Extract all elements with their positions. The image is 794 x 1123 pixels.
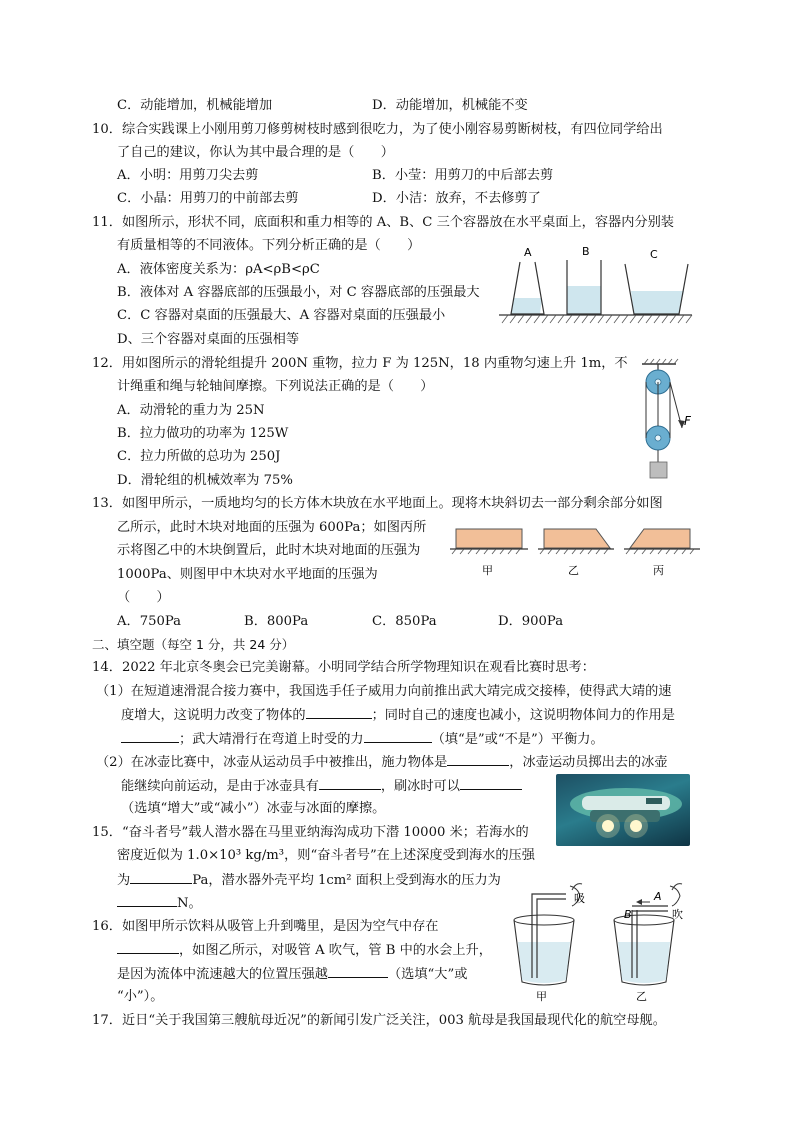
q16-stem-line1: 16．如图甲所示饮料从吸管上升到嘴里，是因为空气中存在 [92,919,439,934]
q14-part1-line2: 度增大，这说明力改变了物体的 ；同时自己的速度也减小，这说明物体间力的作用是 [121,708,675,723]
q13-stem-line3: 示将图乙中的木块倒置后，此时木块对地面的压强为 [117,543,421,558]
q15-blank-2[interactable] [117,894,177,907]
q13-option-c: C．850Pa [372,614,437,629]
q16-stem-line3: 是因为流体中流速越大的位置压强越 （选填“大”或 [117,967,468,982]
q13-block-bing [630,529,690,548]
q9-option-d: D．动能增加，机械能不变 [372,98,528,113]
q16-blank-1[interactable] [117,941,179,954]
q12-option-a: A．动滑轮的重力为 25N [117,403,265,418]
q11-table-hatch [502,315,692,323]
q16-stem-line2: ，如图乙所示，对吸管 A 吹气，管 B 中的水会上升， [117,941,492,960]
q14-blank-6[interactable] [460,777,522,790]
q16-straw-figure [508,880,698,1004]
q14-stem: 14．2022 年北京冬奥会已完美谢幕。小明同学结合所学物理知识在观看比赛时思考： [92,660,595,675]
q10-stem-line2: 了自己的建议，你认为其中最合理的是（ ） [117,145,394,160]
q11-liquid-c [631,291,684,314]
q16-label-jia: 甲 [536,990,547,1003]
q11-label-a: A [524,246,532,259]
q12-pulley-figure [636,358,700,484]
q9-option-c: C．动能增加，机械能增加 [117,98,273,113]
q15-stem-line3: 为 Pa，潜水器外壳平均 1cm² 面积上受到海水的压力为 [117,873,501,888]
q14-blank-3[interactable] [364,730,432,743]
q13-option-d: D．900Pa [498,614,564,629]
q16-label-b: B [624,908,632,921]
q10-option-d: D．小洁：放弃，不去修剪了 [372,191,541,206]
q15-stem-line1: 15．“奋斗者号”载人潜水器在马里亚纳海沟成功下潜 10000 米；若海水的 [92,825,529,840]
q15-submersible-photo [556,774,690,846]
q10-option-a: A．小明：用剪刀尖去剪 [117,168,259,183]
q16-label-blow: 吹 [672,908,683,921]
q11-option-b: B．液体对 A 容器底部的压强最小，对 C 容器底部的压强最大 [117,285,480,300]
q11-option-c: C．C 容器对桌面的压强最大、A 容器对桌面的压强最小 [117,308,446,323]
q13-label-bing: 丙 [653,564,664,577]
q12-stem-line2: 计绳重和绳与轮轴间摩擦。下列说法正确的是（ ） [117,379,434,394]
q14-blank-2[interactable] [121,730,179,743]
q14-blank-1[interactable] [306,706,372,719]
q13-stem-line5: （ ） [117,590,170,605]
q13-option-b: B．800Pa [244,614,309,629]
q15-blank-1[interactable] [130,871,192,884]
q13-label-jia: 甲 [482,564,493,577]
q14-blank-5[interactable] [319,777,381,790]
q14-part1-line3: ；武大靖滑行在弯道上时受的力 （填“是”或“不是”）平衡力。 [121,730,604,749]
q11-stem-line1: 11．如图所示，形状不同，底面积和重力相等的 A、B、C 三个容器放在水平桌面上，容器内分别装 [92,215,674,230]
q13-block-yi [544,529,610,548]
q11-liquid-a [511,298,542,314]
q16-blank-2[interactable] [328,965,388,978]
q14-part2-line1: （2）在冰壶比赛中，冰壶从运动员手中被推出，施力物体是 ，冰壶运动员掷出去的冰壶 [96,755,668,770]
q10-option-b: B．小莹：用剪刀的中后部去剪 [372,168,554,183]
q10-stem-line1: 10．综合实践课上小刚用剪刀修剪树枝时感到很吃力，为了使小刚容易剪断树枝，有四位同学给出 [92,122,663,137]
q16-label-a: A [654,890,662,903]
q11-option-d: D、三个容器对桌面的压强相等 [117,332,300,347]
q13-blocks-figure [450,524,702,580]
q11-label-c: C [650,248,658,261]
q14-blank-4[interactable] [447,753,509,766]
q13-stem-line1: 13．如图甲所示，一质地均匀的长方体木块放在水平地面上。现将木块斜切去一部分剩余部分如图 [92,496,663,511]
q16-label-suck: 吸 [574,892,585,905]
q16-stem-line4: “小”）。 [117,989,164,1004]
q14-part1-line1: （1）在短道速滑混合接力赛中，我国选手任子威用力向前推出武大靖完成交接棒，使得武大靖的速 [96,684,672,699]
q13-option-a: A．750Pa [117,614,182,629]
q11-label-b: B [582,245,590,258]
q16-face-yi [670,884,682,906]
q13-ground-hatch [452,549,694,554]
q12-weight-block [650,462,667,478]
q14-part2-line2: 能继续向前运动，是由于冰壶具有 ，刷冰时可以 [121,777,522,796]
q13-block-jia [456,529,522,548]
q11-containers-figure [494,244,694,326]
q16-label-yi: 乙 [636,990,647,1003]
q13-stem-line4: 1000Pa、则图甲中木块对水平地面的压强为 [117,567,378,582]
q12-stem-line1: 12．用如图所示的滑轮组提升 200N 重物，拉力 F 为 125N，18 内重物匀速上升 1m，不 [92,356,628,371]
q13-stem-line2: 乙所示，此时木块对地面的压强为 600Pa；如图丙所 [117,520,427,535]
section2-heading: 二、填空题（每空 1 分，共 24 分） [92,637,295,652]
q12-option-c: C．拉力所做的总功为 250J [117,449,281,464]
q12-option-b: B．拉力做功的功率为 125W [117,426,289,441]
q12-force-label: F [684,414,691,428]
q15-stem-line2: 密度近似为 1.0×10³ kg/m³，则“奋斗者号”在上述深度受到海水的压强 [117,848,535,863]
q11-option-a: A．液体密度关系为：ρA<ρB<ρC [117,262,320,277]
q13-label-yi: 乙 [568,564,579,577]
q11-stem-line2: 有质量相等的不同液体。下列分析正确的是（ ） [117,238,421,253]
q12-option-d: D．滑轮组的机械效率为 75% [117,473,293,488]
q10-option-c: C．小晶：用剪刀的中前部去剪 [117,191,299,206]
q11-liquid-b [567,286,601,314]
q17-stem-line1: 17．近日“关于我国第三艘航母近况”的新闻引发广泛关注，003 航母是我国最现代化的航空母舰。 [92,1013,666,1028]
q14-part2-line3: （选填“增大”或“减小”）冰壶与冰面的摩擦。 [121,801,386,816]
q15-stem-line4: N。 [117,894,202,913]
